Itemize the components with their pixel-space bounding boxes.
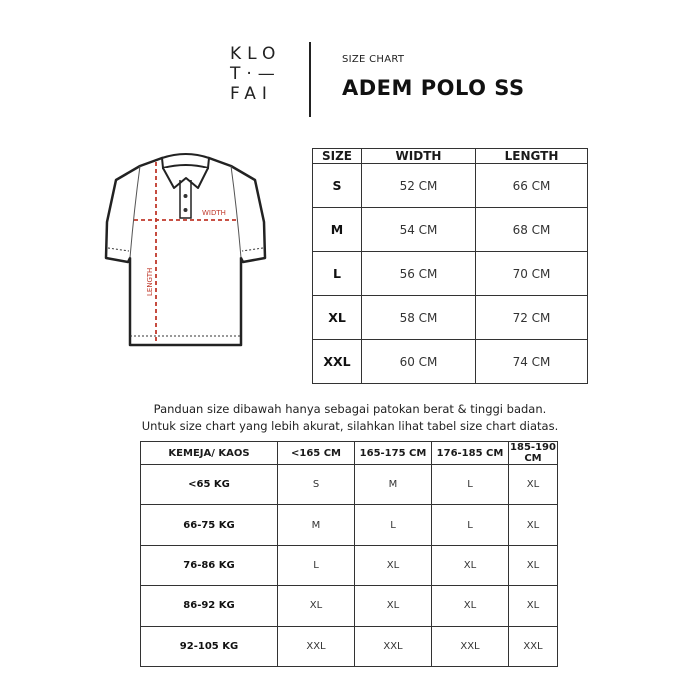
size-cell: L: [432, 505, 509, 545]
weight-label-cell: 86-92 KG: [141, 586, 278, 626]
size-cell: XL: [432, 545, 509, 585]
size-cell: XXL: [278, 626, 355, 666]
logo-line-2: T·—: [230, 64, 281, 84]
length-cell: 66 CM: [476, 164, 588, 208]
width-label: WIDTH: [202, 209, 226, 217]
column-header-height-2: 165-175 CM: [355, 442, 432, 465]
table-row: [313, 252, 588, 296]
brand-logo: [230, 44, 294, 104]
column-header-category: KEMEJA/ KAOS: [141, 442, 278, 465]
size-cell: M: [278, 505, 355, 545]
size-cell: S: [313, 164, 362, 208]
size-cell: XL: [509, 465, 558, 505]
size-cell: XXL: [355, 626, 432, 666]
size-cell: XL: [313, 296, 362, 340]
size-chart-table: [312, 148, 588, 384]
size-cell: XL: [355, 586, 432, 626]
page-subtitle: SIZE CHART: [342, 54, 405, 65]
size-cell: XL: [509, 545, 558, 585]
size-cell: XXL: [313, 340, 362, 384]
header-divider: [309, 42, 311, 117]
table-row: [141, 465, 558, 505]
weight-label-cell: 66-75 KG: [141, 505, 278, 545]
width-cell: 54 CM: [362, 208, 476, 252]
size-cell: S: [278, 465, 355, 505]
shirt-collar: [162, 154, 209, 168]
table-row: [141, 505, 558, 545]
width-cell: 58 CM: [362, 296, 476, 340]
table-row: [313, 296, 588, 340]
size-cell: XL: [355, 545, 432, 585]
table-row: [313, 208, 588, 252]
table-row: [141, 586, 558, 626]
table-row: [313, 164, 588, 208]
size-cell: M: [355, 465, 432, 505]
weight-label-cell: <65 KG: [141, 465, 278, 505]
size-cell: XXL: [432, 626, 509, 666]
size-cell: L: [355, 505, 432, 545]
size-cell: XL: [278, 586, 355, 626]
column-header-size: SIZE: [313, 149, 362, 164]
table-row: [313, 340, 588, 384]
weight-label-cell: 76-86 KG: [141, 545, 278, 585]
guide-note-line-2: Untuk size chart yang lebih akurat, silahkan lihat tabel size chart diatas.: [141, 419, 559, 433]
shirt-outline: [106, 158, 265, 345]
width-cell: 56 CM: [362, 252, 476, 296]
size-cell: XL: [509, 505, 558, 545]
column-header-length: LENGTH: [476, 149, 588, 164]
table-row: [141, 626, 558, 666]
length-label: LENGTH: [146, 267, 154, 296]
weight-height-table: [140, 441, 558, 667]
size-cell: M: [313, 208, 362, 252]
length-cell: 74 CM: [476, 340, 588, 384]
guide-note-line-1: Panduan size dibawah hanya sebagai patokan berat & tinggi badan.: [153, 402, 547, 416]
size-cell: XXL: [509, 626, 558, 666]
column-header-height-3: 176-185 CM: [432, 442, 509, 465]
width-cell: 60 CM: [362, 340, 476, 384]
size-cell: L: [278, 545, 355, 585]
size-cell: XL: [432, 586, 509, 626]
column-header-width: WIDTH: [362, 149, 476, 164]
weight-label-cell: 92-105 KG: [141, 626, 278, 666]
logo-line-1: KLO: [230, 44, 282, 64]
size-cell: XL: [509, 586, 558, 626]
column-header-height-4: 185-190 CM: [510, 442, 556, 464]
length-cell: 68 CM: [476, 208, 588, 252]
table-row: [141, 545, 558, 585]
size-cell: L: [313, 252, 362, 296]
polo-shirt-diagram: [104, 140, 270, 360]
page-title: ADEM POLO SS: [342, 76, 525, 100]
column-header-height-1: <165 CM: [278, 442, 355, 465]
size-chart-header-row: [313, 149, 588, 164]
length-cell: 70 CM: [476, 252, 588, 296]
logo-line-3: FAI: [230, 84, 273, 104]
size-cell: L: [432, 465, 509, 505]
length-cell: 72 CM: [476, 296, 588, 340]
width-cell: 52 CM: [362, 164, 476, 208]
weight-table-header-row: [141, 442, 558, 465]
